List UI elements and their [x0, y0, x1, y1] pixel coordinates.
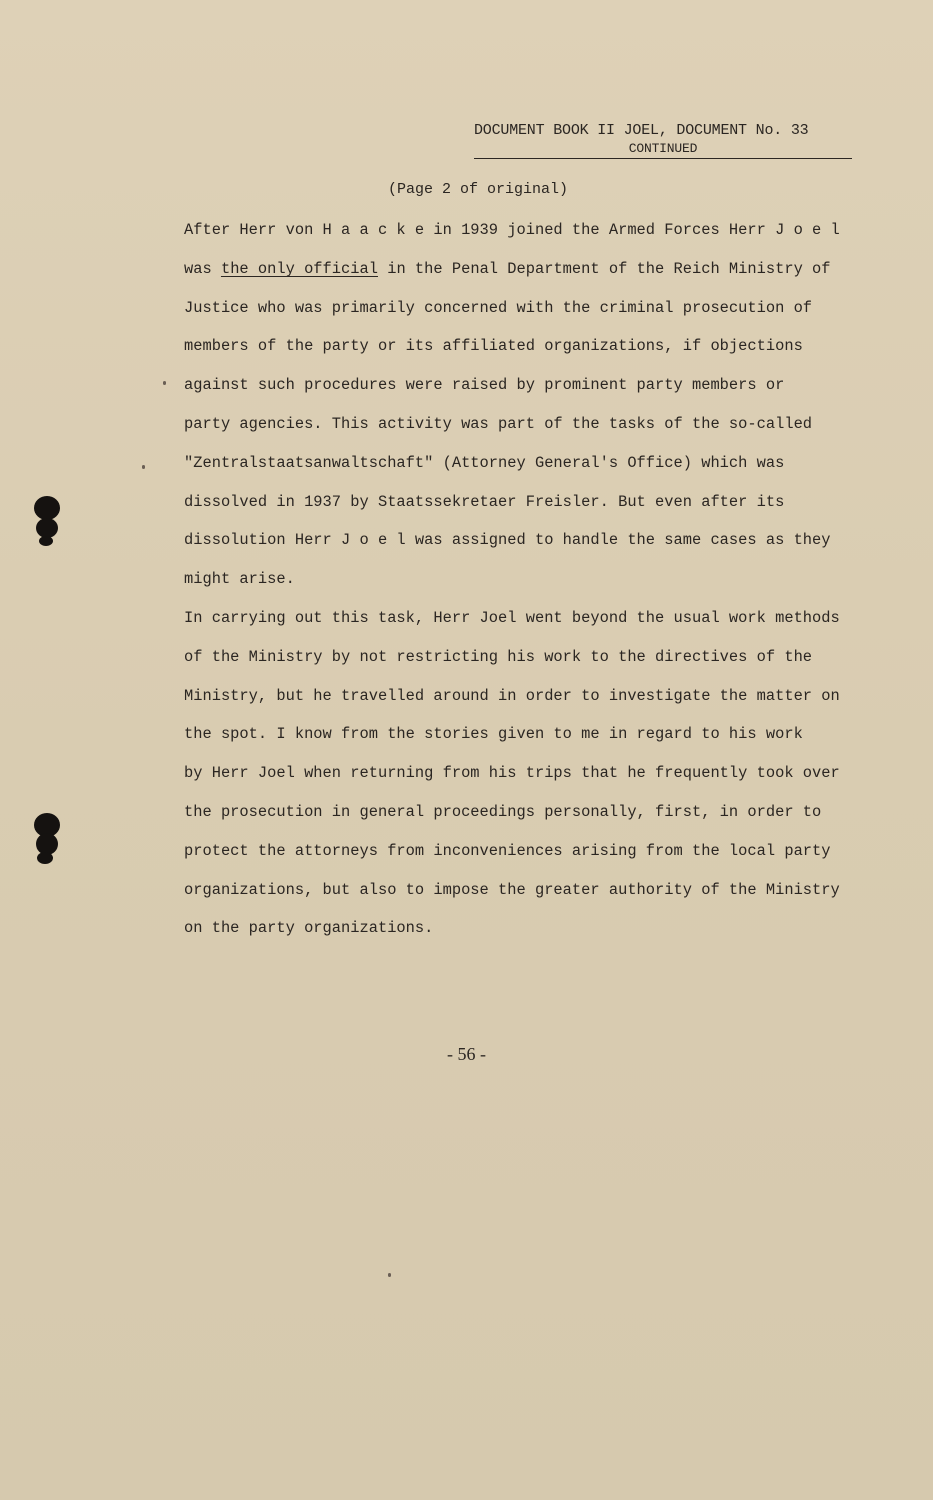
text-run: was [184, 259, 221, 278]
paragraph-2-line: the prosecution in general proceedings personally, first, in order to [184, 802, 822, 821]
paragraph-1-line: members of the party or its affiliated organizations, if objections [184, 337, 803, 356]
paragraph-1-line: party agencies. This activity was part of the tasks of the so-called [184, 414, 813, 433]
text-run: in the Penal Department of the Reich Ministry of [377, 259, 831, 278]
header-continued: CONTINUED [474, 141, 852, 159]
punch-hole-top [30, 495, 64, 551]
document-header [474, 122, 852, 159]
paragraph-1-line [184, 257, 874, 296]
paragraph-2-line: organizations, but also to impose the greater authority of the Ministry [184, 880, 840, 899]
paragraph-2-line: the spot. I know from the stories given to me in regard to his work [184, 725, 803, 744]
paragraph-1-line: dissolved in 1937 by Staatssekretaer Freisler. But even after its [184, 492, 785, 511]
header-title: DOCUMENT BOOK II JOEL, DOCUMENT No. 33 [474, 122, 809, 139]
paragraph-2-line: of the Ministry by not restricting his work to the directives of the [184, 647, 813, 666]
paper-speck [388, 1273, 391, 1277]
page-number: - 56 - [447, 1044, 486, 1064]
paragraph-2-line: Ministry, but he travelled around in order to investigate the matter on [184, 686, 840, 705]
paragraph-1-line: After Herr von H a a c k e in 1939 joined the Armed Forces Herr J o e l [184, 221, 840, 239]
paragraph-2-line: by Herr Joel when returning from his trips that he frequently took over [184, 764, 840, 783]
paragraph-2-line: protect the attorneys from inconveniences arising from the local party [184, 841, 831, 860]
page-of-original: (Page 2 of original) [388, 181, 569, 198]
body-text [184, 218, 874, 955]
paragraph-1-line: dissolution Herr J o e l was assigned to handle the same cases as they [184, 531, 831, 550]
paragraph-2-line: on the party organizations. [184, 919, 434, 938]
paragraph-1-line: "Zentralstaatsanwaltschaft" (Attorney General's Office) which was [184, 453, 785, 472]
paper-speck [163, 381, 166, 385]
underlined-phrase: the only official [220, 259, 378, 278]
paragraph-1-line: Justice who was primarily concerned with the criminal prosecution of [184, 298, 813, 317]
paragraph-1-line: might arise. [184, 570, 295, 589]
paragraph-1-line: against such procedures were raised by prominent party members or [184, 376, 785, 395]
paragraph-2-line: In carrying out this task, Herr Joel went beyond the usual work methods [184, 608, 840, 627]
punch-hole-bottom [30, 812, 64, 868]
paper-speck [142, 465, 145, 469]
